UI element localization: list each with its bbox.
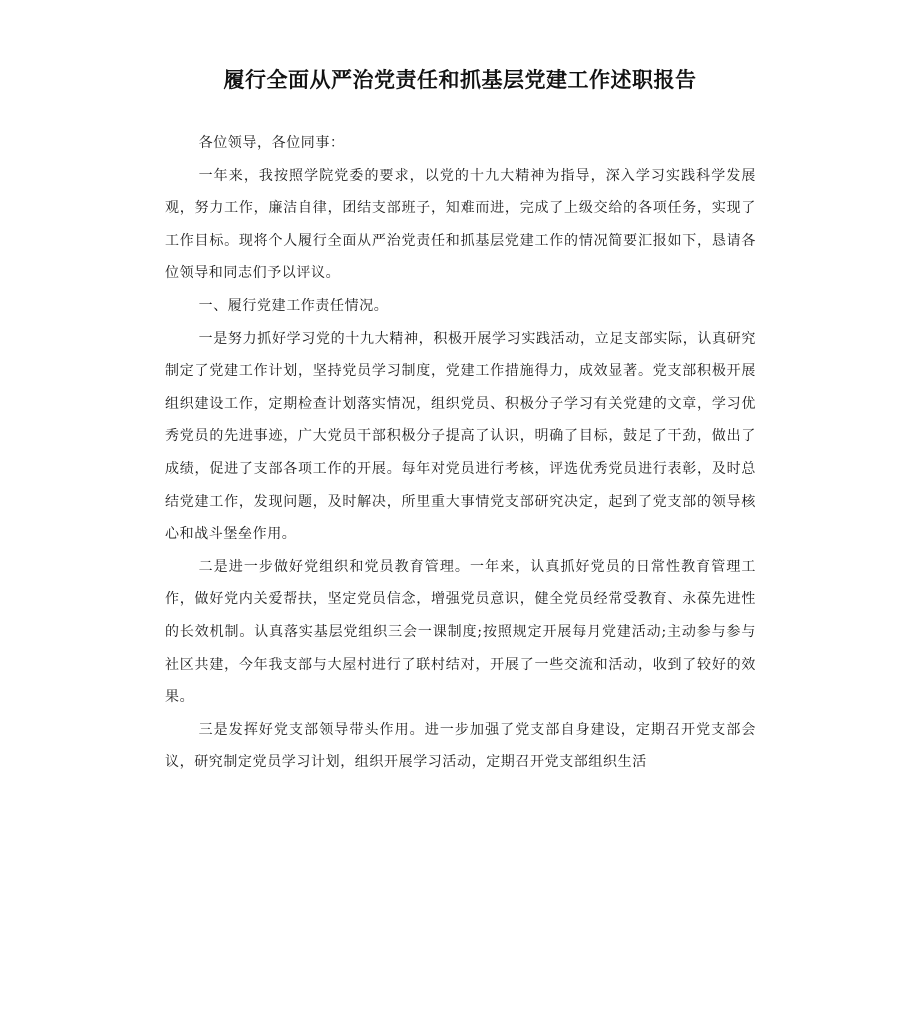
intro-paragraph: 一年来，我按照学院党委的要求，以党的十九大精神为指导，深入学习实践科学发展观，努力工作，廉洁自律，团结支部班子，知难而进，完成了上级交给的各项任务，实现了工作目标。现将个人履行全面从严治党责任和抓基层党建工作的情况简要汇报如下，恳请各位领导和同志们予以评议。 (165, 167, 756, 282)
body-paragraph: 三是发挥好党支部领导带头作用。进一步加强了党支部自身建设，定期召开党支部会议，研究制定党员学习计划，组织开展学习活动，定期召开党支部组织生活 (165, 721, 756, 771)
salutation-paragraph: 各位领导，各位同事： (198, 135, 345, 151)
body-paragraph: 一是努力抓好学习党的十九大精神，积极开展学习实践活动，立足支部实际，认真研究制定了党建工作计划，坚持党员学习制度，党建工作措施得力，成效显著。党支部积极开展组织建设工作，定期检查计划落实情况，组织党员、积极分子学习有关党建的文章，学习优秀党员的先进事迹，广大党员干部积极分子提高了认识，明确了目标，鼓足了干劲，做出了成绩，促进了支部各项工作的开展。每年对党员进行考核，评选优秀党员进行表彰，及时总结党建工作，发现问题，及时解决，所里重大事情党支部研究决定，起到了党支部的领导核心和战斗堡垒作用。 (165, 330, 756, 543)
document-body (165, 127, 756, 779)
document-title: 履行全面从严治党责任和抓基层党建工作述职报告 (223, 68, 697, 92)
body-paragraph: 二是进一步做好党组织和党员教育管理。一年来，认真抓好党员的日常性教育管理工作，做好党内关爱帮扶，坚定党员信念，增强党员意识，健全党员经常受教育、永葆先进性的长效机制。认真落实基层党组织三会一课制度;按照规定开展每月党建活动;主动参与参与社区共建，今年我支部与大屋村进行了联村结对，开展了一些交流和活动，收到了较好的效果。 (165, 558, 756, 706)
section-heading: 一、履行党建工作责任情况。 (198, 297, 389, 314)
